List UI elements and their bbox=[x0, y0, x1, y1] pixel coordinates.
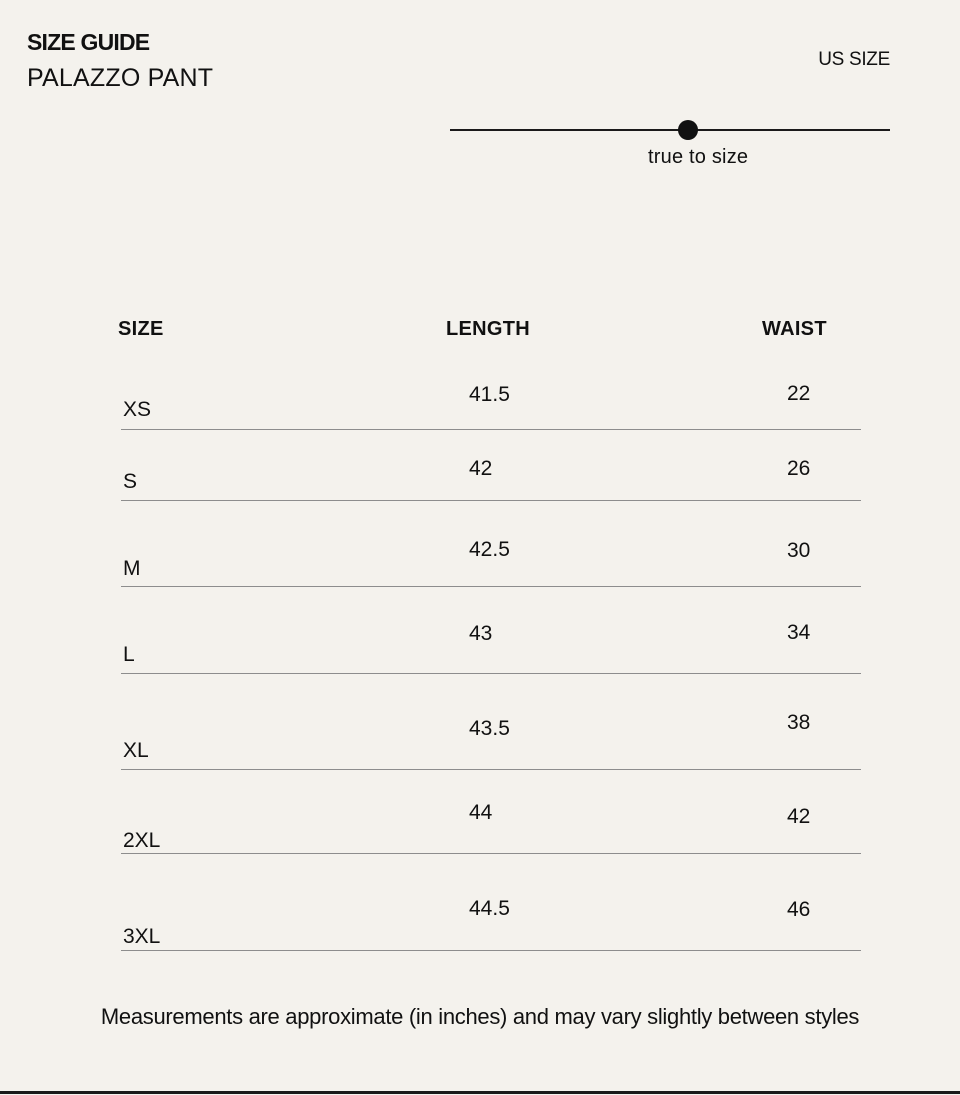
waist-cell: 34 bbox=[787, 621, 811, 644]
table-row bbox=[121, 528, 861, 587]
fit-scale-marker bbox=[678, 120, 698, 140]
size-cell: XS bbox=[123, 398, 152, 421]
region-label: US SIZE bbox=[818, 49, 890, 70]
size-cell: M bbox=[123, 557, 141, 580]
table-row bbox=[121, 792, 861, 854]
size-cell: 2XL bbox=[123, 829, 161, 852]
bottom-divider bbox=[0, 1091, 960, 1094]
size-cell: L bbox=[123, 643, 135, 666]
length-cell: 43.5 bbox=[469, 717, 510, 740]
length-cell: 41.5 bbox=[469, 383, 510, 406]
product-name: PALAZZO PANT bbox=[27, 64, 214, 92]
length-cell: 42 bbox=[469, 457, 493, 480]
table-row bbox=[121, 700, 861, 770]
measurement-note: Measurements are approximate (in inches) and may vary slightly between styles bbox=[100, 1004, 860, 1029]
waist-cell: 46 bbox=[787, 898, 811, 921]
table-row bbox=[121, 448, 861, 501]
length-cell: 43 bbox=[469, 622, 493, 645]
waist-cell: 26 bbox=[787, 457, 811, 480]
page-title: SIZE GUIDE bbox=[27, 29, 150, 55]
fit-label: true to size bbox=[648, 146, 749, 168]
waist-cell: 42 bbox=[787, 805, 811, 828]
size-cell: S bbox=[123, 470, 138, 493]
column-header-length: LENGTH bbox=[446, 318, 531, 340]
waist-cell: 30 bbox=[787, 539, 811, 562]
table-row bbox=[121, 370, 861, 430]
waist-cell: 38 bbox=[787, 711, 811, 734]
size-cell: 3XL bbox=[123, 925, 161, 948]
fit-scale-track bbox=[450, 129, 890, 131]
fit-scale bbox=[450, 118, 890, 178]
column-header-waist: WAIST bbox=[762, 318, 827, 340]
table-row bbox=[121, 887, 861, 951]
length-cell: 42.5 bbox=[469, 538, 510, 561]
size-cell: XL bbox=[123, 739, 149, 762]
length-cell: 44 bbox=[469, 801, 493, 824]
column-header-size: SIZE bbox=[118, 318, 164, 340]
table-row bbox=[121, 612, 861, 674]
waist-cell: 22 bbox=[787, 382, 811, 405]
length-cell: 44.5 bbox=[469, 897, 510, 920]
